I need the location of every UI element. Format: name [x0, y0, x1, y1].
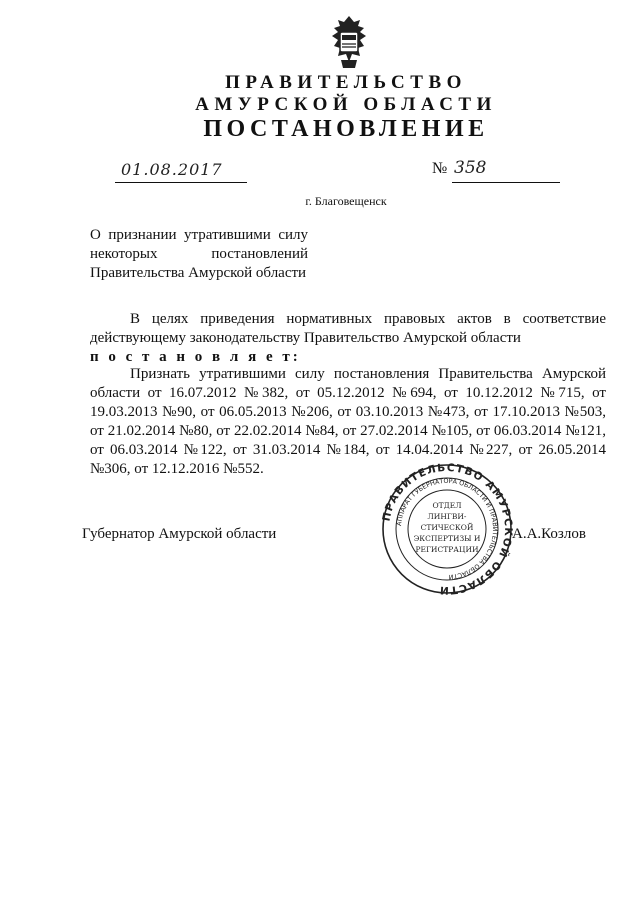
city-name: г. Благовещенск: [305, 194, 387, 208]
signer-name: А.А.Козлов: [512, 526, 586, 542]
org-name-line1: ПРАВИТЕЛЬСТВО: [225, 72, 467, 93]
org-name-line2: АМУРСКОЙ ОБЛАСТИ: [195, 94, 497, 115]
preamble-paragraph: В целях приведения нормативных правовых актов в соответствие действующему законодательству Правительство Амурской области: [90, 311, 606, 346]
resolves-word: п о с т а н о в л я е т:: [90, 349, 301, 365]
subject-line: Правительства Амурской области: [90, 265, 307, 281]
coat-of-arms-icon: [324, 14, 374, 70]
document-subject: [90, 226, 308, 283]
svg-text:ЛИНГВИ-: ЛИНГВИ-: [427, 512, 467, 521]
official-seal: [380, 462, 514, 596]
svg-text:РЕГИСТРАЦИИ: РЕГИСТРАЦИИ: [415, 545, 479, 554]
svg-text:АППАРАТ ГУБЕРНАТОРА ОБЛАСТИ И: АППАРАТ ГУБЕРНАТОРА ОБЛАСТИ И ПРАВИТЕЛЬСТВА ОБЛАСТИ: [395, 476, 500, 582]
svg-text:ЭКСПЕРТИЗЫ И: ЭКСПЕРТИЗЫ И: [413, 534, 481, 543]
date-value: 01.08.2017: [121, 160, 223, 179]
number-sign: №: [432, 160, 448, 177]
svg-text:ОТДЕЛ: ОТДЕЛ: [432, 501, 462, 510]
svg-text:СТИЧЕСКОЙ: СТИЧЕСКОЙ: [420, 523, 474, 532]
svg-text:ПРАВИТЕЛЬСТВО АМУРСКОЙ ОБЛАСТИ: ПРАВИТЕЛЬСТВО АМУРСКОЙ ОБЛАСТИ: [380, 462, 514, 596]
number-value: 358: [454, 158, 487, 178]
subject-line: некоторых постановлений: [90, 246, 308, 262]
clause-paragraph: Признать утратившими силу постановления Правительства Амурской области от 16.07.2012 №382, от 05.12.2012 №694, от 10.12.2012 №715, от 19.03.2013 №90, от 06.05.2013 №206, от 03.10.2013 №473, от 17.10.2013 №503, от 21.02.2014 №80, от 22.02.2014 №84, от 27.02.2014 №105, от 06.03.2014 №121, от 06.03.2014 №122, от 31.03.2014 №184, от 14.04.2014 №227, от 26.05.2014 №306, от 12.12.2016 №552.: [90, 366, 606, 477]
subject-line: О признании утратившими силу: [90, 227, 308, 243]
signer-title: Губернатор Амурской области: [82, 526, 277, 542]
document-type-title: ПОСТАНОВЛЕНИЕ: [203, 116, 489, 142]
date-field: [115, 160, 247, 183]
number-field: [452, 160, 560, 183]
